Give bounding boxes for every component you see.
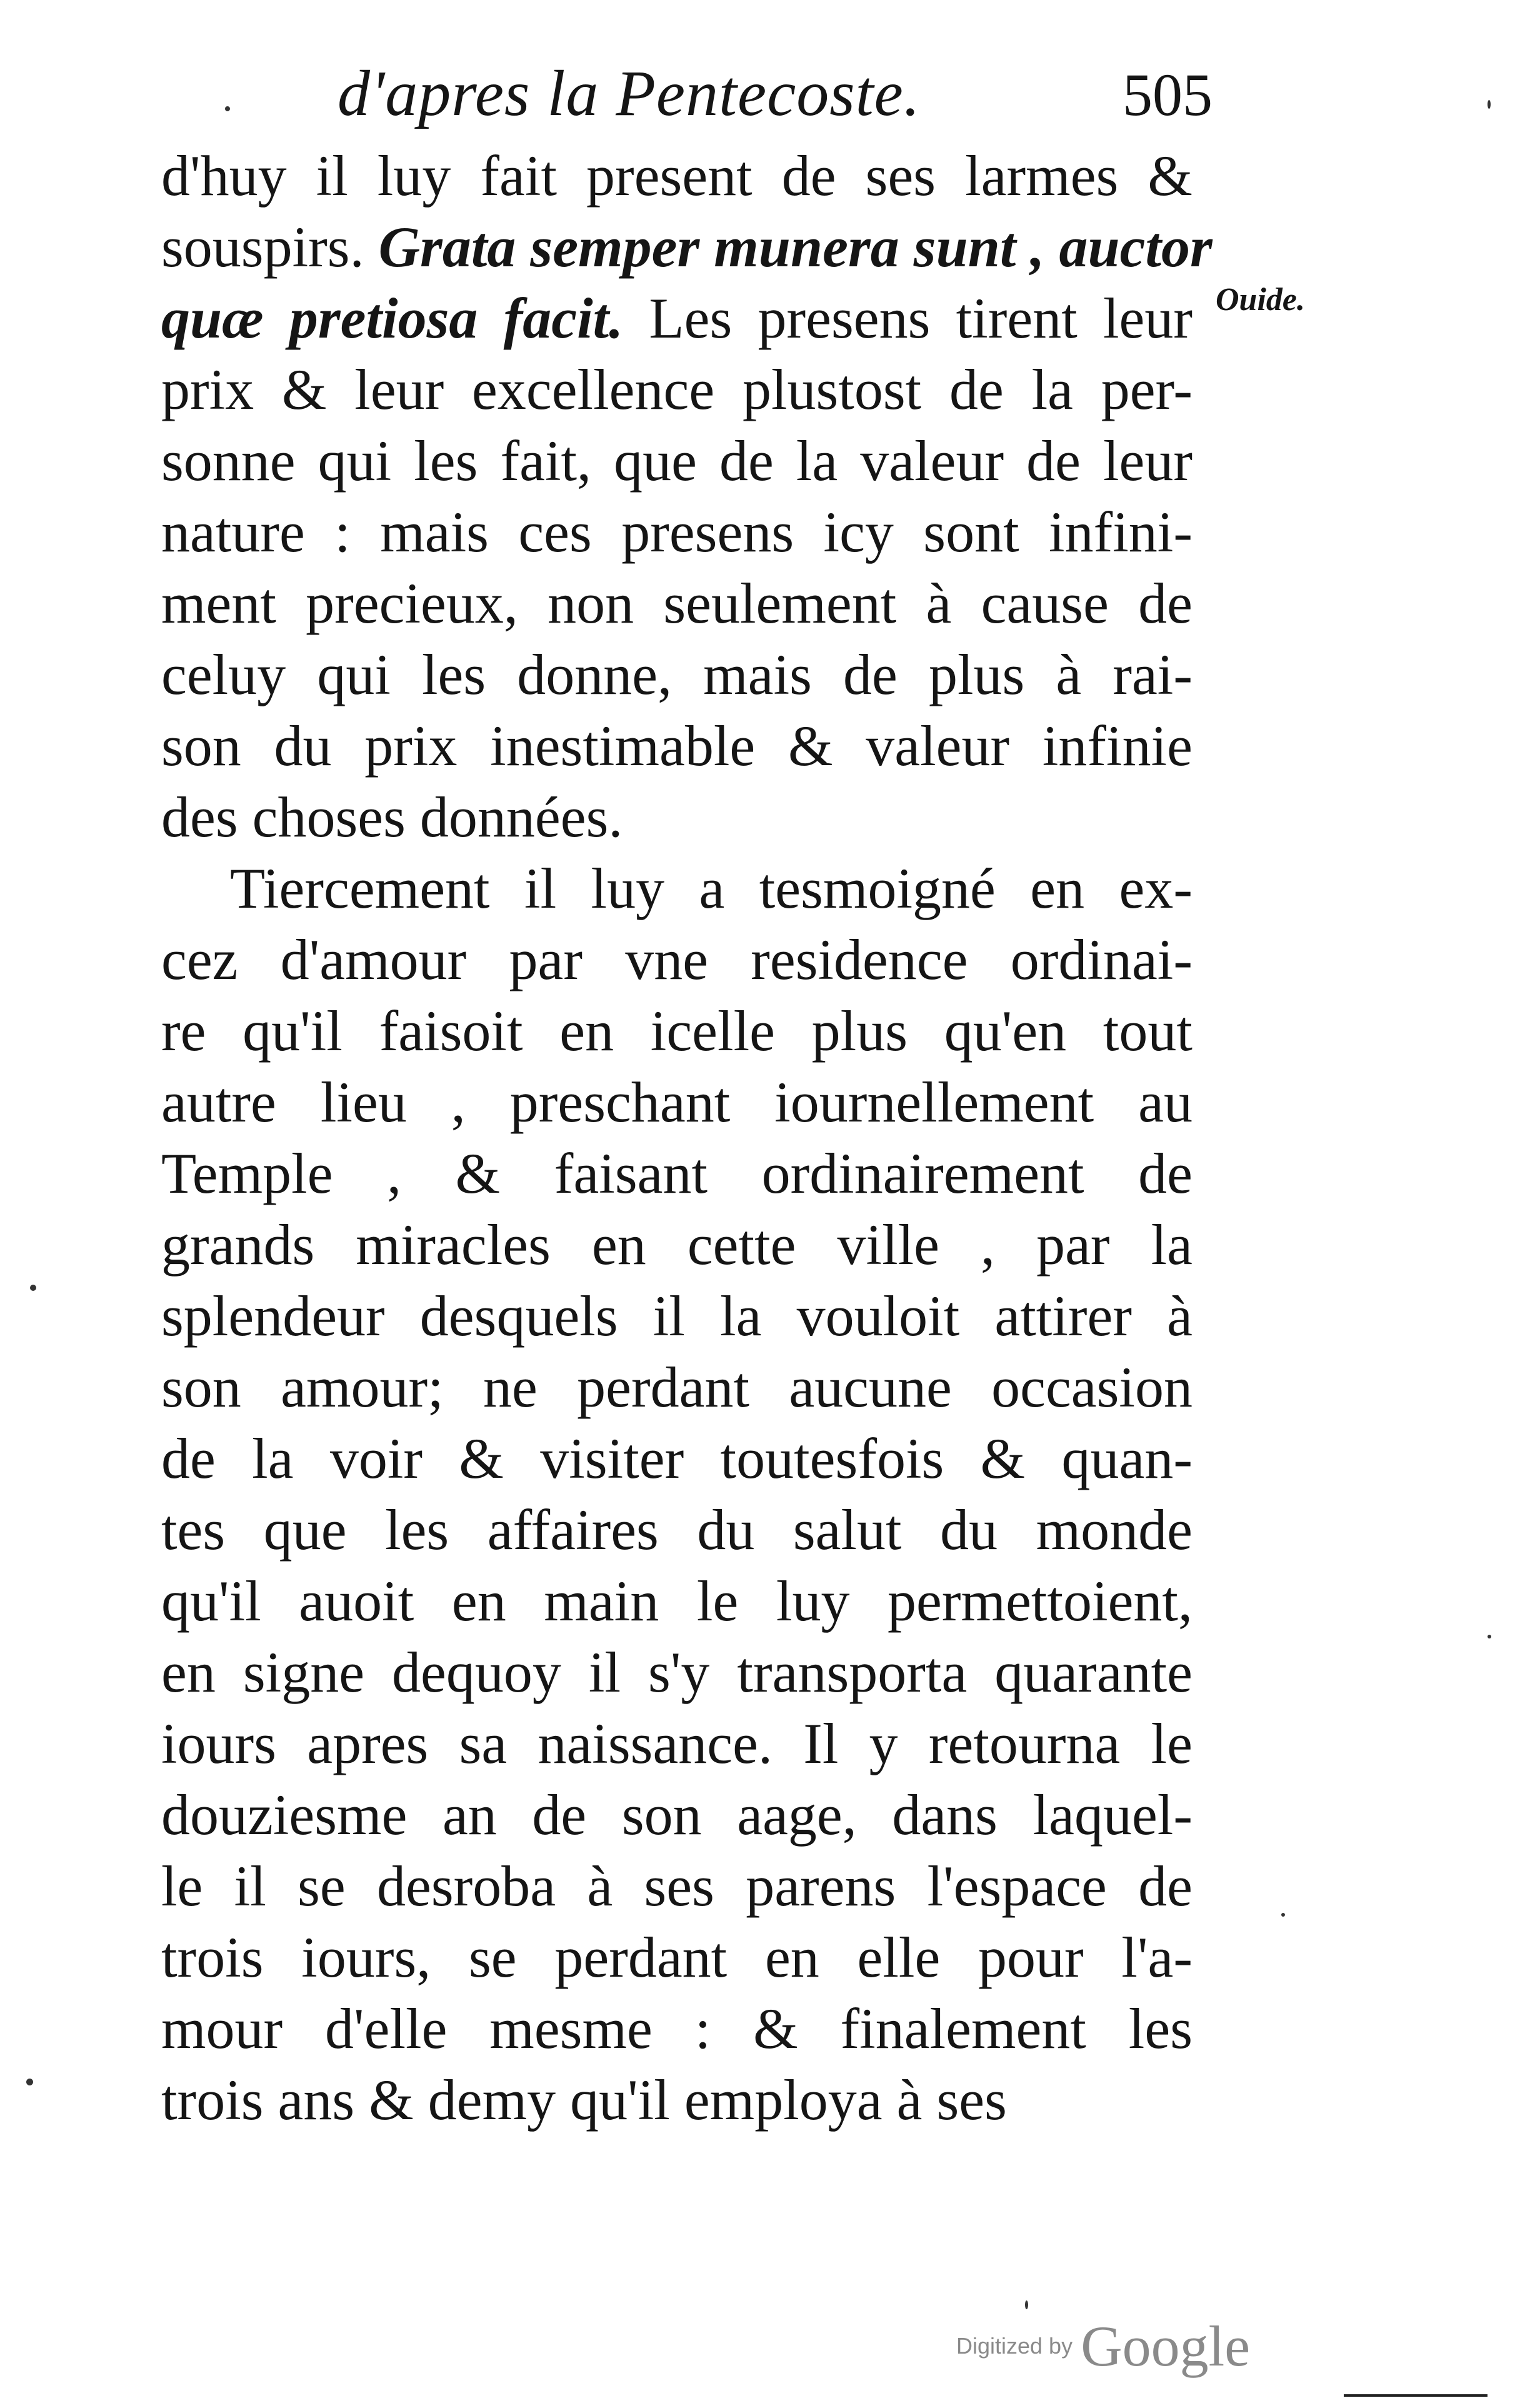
scan-speck	[30, 1285, 36, 1291]
line-text: trois iours, se perdant en elle pour l'a-	[161, 1925, 1192, 1989]
line-text: ment precieux, non seulement à cause de	[161, 571, 1192, 635]
text-line	[161, 283, 1192, 354]
text-line	[161, 1565, 1192, 1637]
text-line	[161, 639, 1192, 710]
scan-speck	[1025, 2300, 1028, 2309]
line-text: splendeur desquels il la vouloit attirer à	[161, 1284, 1192, 1348]
text-line	[161, 710, 1192, 781]
text-line	[161, 1494, 1192, 1565]
line-text: souspirs.	[161, 215, 379, 279]
scan-speck	[225, 106, 230, 111]
text-line	[161, 1423, 1192, 1494]
scan-speck	[1488, 1635, 1491, 1638]
line-text: cez d'amour par vne residence ordinai-	[161, 928, 1192, 991]
text-line	[161, 2064, 1192, 2135]
text-line	[161, 1779, 1192, 1850]
latin-quotation: quæ pretiosa facit.	[161, 286, 624, 350]
line-text: qu'il auoit en main le luy permettoient,	[161, 1569, 1192, 1633]
line-text: celuy qui les donne, mais de plus à rai-	[161, 643, 1192, 706]
latin-quotation: Grata semper munera sunt , auctor	[378, 215, 1212, 279]
watermark-logo: Google	[1081, 2314, 1251, 2378]
margin-note: Ouide.	[1216, 282, 1305, 318]
line-text: des choses données.	[161, 785, 623, 849]
line-text: sonne qui les fait, que de la valeur de leur	[161, 429, 1192, 493]
text-line	[161, 1708, 1192, 1779]
text-line	[161, 781, 1192, 853]
line-text: de la voir & visiter toutesfois & quan-	[161, 1427, 1192, 1490]
text-line	[161, 1352, 1192, 1423]
text-line	[161, 1280, 1192, 1352]
text-line	[161, 211, 1212, 283]
line-text: douziesme an de son aage, dans laquel-	[161, 1783, 1192, 1847]
line-text: d'huy il luy fait present de ses larmes &	[161, 144, 1192, 208]
text-line	[161, 1922, 1192, 1993]
text-line	[161, 140, 1192, 211]
line-text: Temple , & faisant ordinairement de	[161, 1141, 1192, 1205]
page-number: 505	[1122, 61, 1212, 128]
line-text: mour d'elle mesme : & finalement les	[161, 1997, 1192, 2060]
text-line	[161, 425, 1192, 496]
bottom-rule	[1344, 2394, 1488, 2397]
line-text: le il se desroba à ses parens l'espace de	[161, 1854, 1192, 1918]
text-line	[161, 924, 1192, 995]
line-text: Tiercement il luy a tesmoigné en ex-	[230, 856, 1192, 920]
watermark-prefix: Digitized by	[956, 2333, 1073, 2359]
text-line	[161, 1066, 1192, 1138]
scan-speck	[1488, 100, 1491, 109]
line-text-continued: Les presens tirent leur	[623, 286, 1192, 350]
line-text: nature : mais ces presens icy sont infini-	[161, 500, 1192, 564]
line-text: autre lieu , preschant iournellement au	[161, 1070, 1192, 1134]
page-header	[300, 44, 1212, 138]
text-line	[161, 1993, 1192, 2064]
line-text: trois ans & demy qu'il employa à ses	[161, 2068, 1007, 2132]
scan-speck	[1281, 1913, 1285, 1917]
digitized-watermark	[956, 2313, 1250, 2379]
line-text: son du prix inestimable & valeur infinie	[161, 714, 1192, 778]
line-text: tes que les affaires du salut du monde	[161, 1498, 1192, 1562]
line-text: re qu'il faisoit en icelle plus qu'en tout	[161, 999, 1192, 1063]
text-line	[161, 1850, 1192, 1922]
text-line	[161, 496, 1192, 568]
line-text: en signe dequoy il s'y transporta quarante	[161, 1640, 1192, 1704]
line-text: prix & leur excellence plustost de la per-	[161, 358, 1192, 421]
text-line	[161, 1138, 1192, 1209]
text-line	[161, 1209, 1192, 1280]
running-title: d'apres la Pentecoste.	[338, 58, 921, 129]
text-line	[161, 354, 1192, 425]
text-line	[161, 853, 1192, 924]
line-text: iours apres sa naissance. Il y retourna le	[161, 1712, 1192, 1775]
text-line	[161, 995, 1192, 1066]
text-line	[161, 1637, 1192, 1708]
line-text: grands miracles en cette ville , par la	[161, 1213, 1192, 1277]
text-line	[161, 568, 1192, 639]
scan-speck	[26, 2079, 33, 2085]
line-text: son amour; ne perdant aucune occasion	[161, 1355, 1192, 1419]
body-text	[161, 140, 1212, 2135]
